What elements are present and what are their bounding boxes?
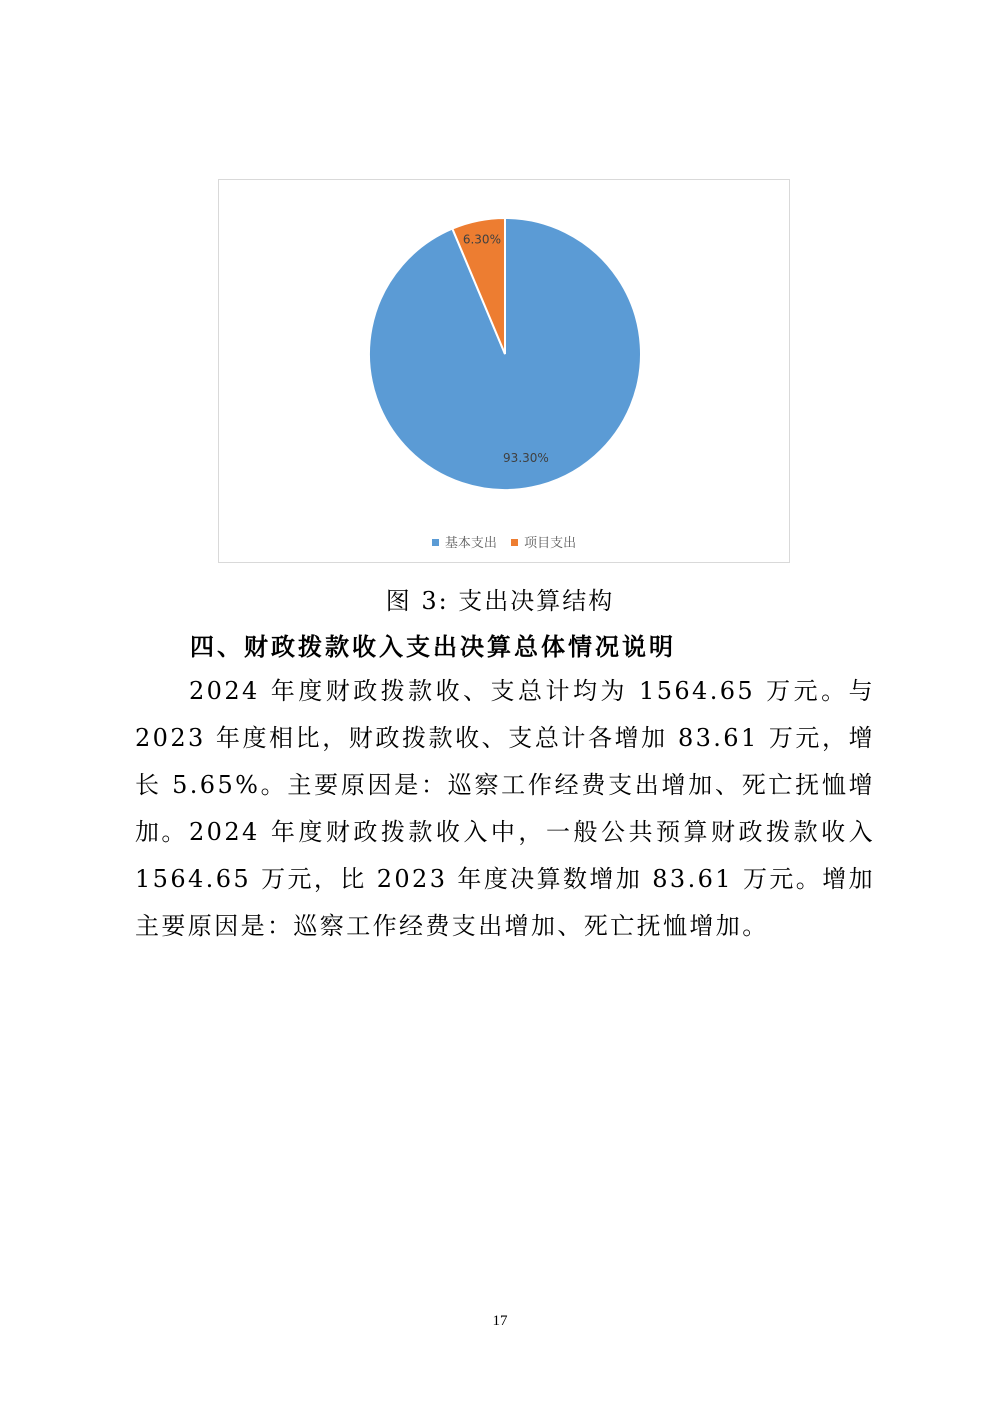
paragraph-1: 2024 年度财政拨款收、支总计均为 1564.65 万元。与 2023 年度相比，财政拨款收、支总计各增加 83.61 万元，增长 5.65%。主要原因是：巡察工作经费支出增加、死亡抚恤增加。 bbox=[135, 677, 875, 846]
page-number: 17 bbox=[492, 1313, 508, 1329]
legend-label-basic: 基本支出 bbox=[444, 536, 497, 551]
legend-item-project bbox=[511, 532, 576, 551]
paragraph-2: 2024 年度财政拨款收入中，一般公共预算财政拨款收入 1564.65 万元，比 2023 年度决算数增加 83.61 万元。增加主要原因是：巡察工作经费支出增加、死亡抚恤增加。 bbox=[135, 818, 875, 940]
pie-label-project: 6.30% bbox=[462, 232, 501, 247]
legend-label-project: 项目支出 bbox=[524, 536, 577, 551]
legend-swatch-project bbox=[511, 539, 518, 546]
legend-swatch-basic bbox=[432, 539, 439, 546]
pie-label-basic: 93.30% bbox=[503, 450, 549, 465]
pie-chart bbox=[219, 180, 789, 520]
pie-chart-frame bbox=[218, 179, 790, 563]
legend-item-basic bbox=[432, 532, 497, 551]
figure-caption: 图 3: 支出决算结构 bbox=[385, 587, 615, 615]
section-heading: 四、财政拨款收入支出决算总体情况说明 bbox=[190, 632, 676, 661]
chart-legend bbox=[219, 532, 789, 551]
